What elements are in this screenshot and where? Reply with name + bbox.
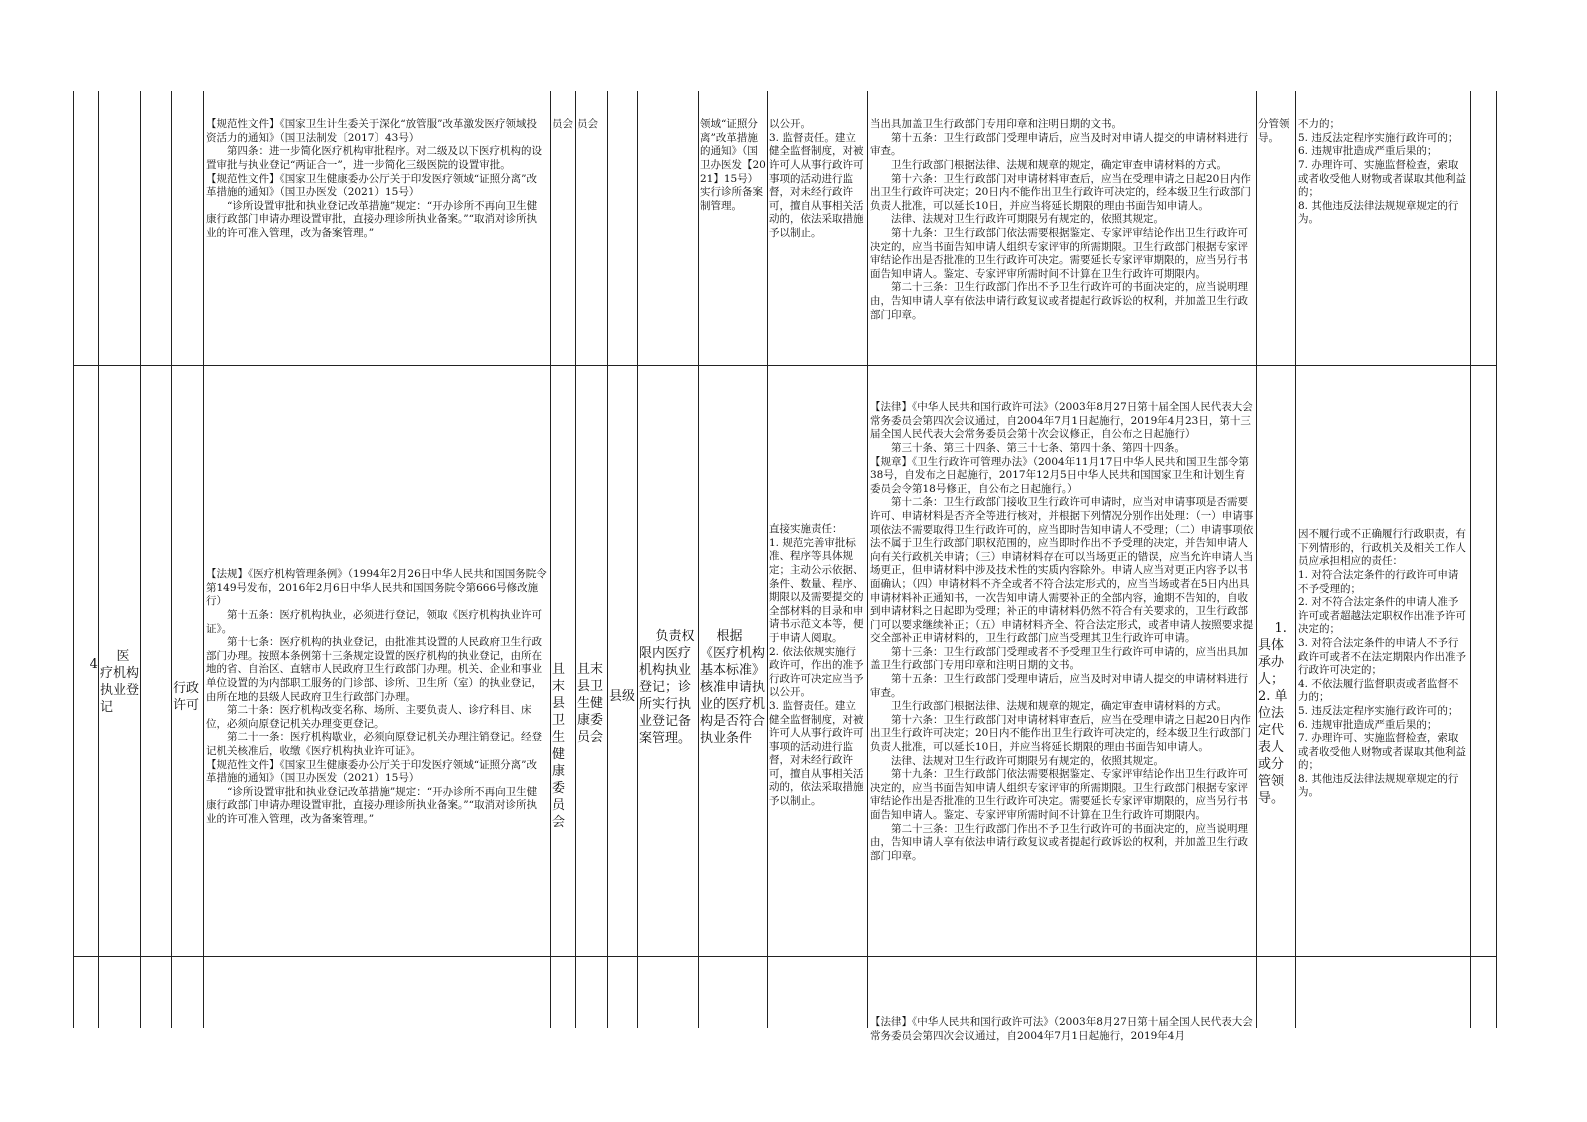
grid-line — [1496, 91, 1497, 1028]
legal-basis-cell — [206, 91, 547, 363]
grid-line — [698, 91, 699, 1028]
grid-line — [1295, 91, 1296, 1028]
duty-text: 直接实施责任： 1. 规范完善审批标准、程序等具体规定；主动公示依据、条件、数量、程序、期限以及需要提交的全部材料的目录和申请书示范文本等，便于申请人阅取。 2. 依法依规实施行政许可，作出的准予行政许可决定应当予以公开。 3. 监督责任。建立健全监督制度，对被许可人从事行政许可事项的活动进行监督，对未经行政许可，擅自从事相关活动的，依法采取措施予以制止。 — [769, 523, 864, 808]
legal-basis-text: 【法规】《医疗机构管理条例》（1994年2月26日中华人民共和国国务院令第149号发布，2016年2月6日中华人民共和国国务院令第666号修改施行） 第十五条：医疗机构执业，必须进行登记，领取《医疗机构执业许可证》。 第十七条：医疗机构的执业登记，由批准其设置的人民政府卫生行政部门办理。按照本条例第十三条规定设置的医疗机构的执业登记，由所在地的省、自治区、直辖市人民政府卫生行政部门办理。机关、企业和事业单位设置的为内部职工服务的门诊部、诊所、卫生所（室）的执业登记，由所在地的县级人民政府卫生行政部门办理。 第二十条：医疗机构改变名称、场所、主要负责人、诊疗科目、床位，必须向原登记机关办理变更登记。 第二十一条：医疗机构歇业，必须向原登记机关办理注销登记。经登记机关核准后，收缴《医疗机构执业许可证》。 【规范性文件】《国家卫生健康委办公厅关于印发医疗领域“证照分离”改革措施的通知》（国卫办医发（2021）15号） “诊所设置审批和执业登记改革措施”规定：“开办诊所不再向卫生健康行政部门申请办理设置审批，直接办理诊所执业备案。”“取消对诊所执业的许可准入管理，改为备案管理。” — [206, 568, 547, 825]
accountability-text: 因不履行或不正确履行行政职责，有下列情形的，行政机关及相关工作人员应承担相应的责任： 1. 对符合法定条件的行政许可申请不予受理的； 2. 对不符合法定条件的申请人准予许可或者超越法定职权作出准予许可决定的； 3. 对符合法定条件的申请人不予行政许可或者不在法定期限内作出准予行政许可决定的； 4. 不依法履行监督职责或者监督不力的； 5. 违反法定程序实施行政许可的； 6. 违规审批造成严重后果的； 7. 办理许可、实施监督检查，索取或者收受他人财物或者谋取其他利益的； 8. 其他违反法律法规规章规定的行为。 — [1298, 528, 1466, 799]
power-list-table — [73, 91, 1497, 1042]
row-number: 4 — [89, 657, 98, 672]
standard-text: 根据《医疗机构基本标准》核准申请执业的医疗机构是否符合执业条件 — [700, 629, 766, 746]
responsible-dept-cell — [577, 627, 606, 745]
standard-cell — [700, 611, 766, 746]
duty-text: 以公开。 3. 监督责任。建立健全监督制度，对被许可人从事行政许可事项的活动进行监督，对未经行政许可，擅自从事相关活动的，依法采取措施予以制止。 — [769, 118, 864, 239]
standard-text: 领域“证照分离”改革措施的通知》（国卫办医发【2021】15号）实行诊所备案制管理。 — [700, 118, 766, 212]
content-cell — [639, 611, 697, 746]
content-text: 负责权限内医疗机构执业登记；诊所实行执业登记备案管理。 — [639, 629, 695, 746]
grid-line — [637, 91, 638, 1028]
row-divider — [73, 365, 1497, 366]
implementing-dept-cell — [552, 627, 575, 830]
duty-basis-text: 【法律】《中华人民共和国行政许可法》（2003年8月27日第十届全国人民代表大会常务委员会第四次会议通过，自2004年7月1日起施行，2019年4月23日，第十三届全国人民代表大会常务委员会第十次会议修正，自公布之日起施行） 第三十条、第三十四条、第三十七条、第四十条、第四十四条。 【规章】《卫生行政许可管理办法》（2004年11月17日中华人民共和国卫生部令第38号，自发布之日起施行，2017年12月5日中华人民共和国国家卫生和计划生育委员会令第18号修正，自公布之日起施行。） 第十二条：卫生行政部门接收卫生行政许可申请时，应当对申请事项是否需要许可、申请材料是否齐全等进行核对，并根据下列情况分别作出处理：（一）申请事项依法不需要取得卫生行政许可的，应当即时告知申请人不受理；（二）申请事项依法不属于卫生行政部门职权范围的，应当即时作出不予受理的决定，并告知申请人向有关行政机关申请；（三）申请材料存在可以当场更正的错误，应当允许申请人当场更正，但申请材料中涉及技术性的实质内容除外。申请人应当对更正内容予以书面确认；（四）申请材料不齐全或者不符合法定形式的，应当当场或者在5日内出具申请材料补正通知书，一次告知申请人需要补正的全部内容，逾期不告知的，自收到申请材料之日起即为受理；补正的申请材料仍然不符合有关要求的，卫生行政部门可以要求继续补正；（五）申请材料齐全、符合法定形式，或者申请人按照要求提交全部补正申请材料的，卫生行政部门应当受理其卫生行政许可申请。 第十三条：卫生行政部门受理或者不予受理卫生行政许可申请的，应当出具加盖卫生行政部门专用印章和注明日期的文书。 第十五条：卫生行政部门受理申请后，应当及时对申请人提交的申请材料进行审查。 卫生行政部门根据法律、法规和规章的规定，确定审查申请材料的方式。 第十六条：卫生行政部门对申请材料审查后，应当在受理申请之日起20日内作出卫生行政许可决定；20日内不能作出卫生行政许可决定的，经本级卫生行政部门负责人批准，可以延长10日，并应当将延长期限的理由书面告知申请人。 法律、法规对卫生行政许可期限另有规定的，依照其规定。 第十九条：卫生行政部门依法需要根据鉴定、专家评审结论作出卫生行政许可决定的，应当书面告知申请人组织专家评审的所需期限。卫生行政部门根据专家评审结论作出是否批准的卫生行政许可决定。需要延长专家评审期限的，应当另行书面告知申请人。鉴定、专家评审所需时间不计算在卫生行政许可期限内。 第二十三条：卫生行政部门作出不予卫生行政许可的书面决定的，应当说明理由，告知申请人享有依法申请行政复议或者提起行政诉讼的权利，并加盖卫生行政部门印章。 — [870, 401, 1254, 862]
accountability-cell — [1298, 501, 1468, 831]
implementing-dept-cell — [552, 91, 574, 131]
level-text: 县级 — [609, 689, 636, 704]
grid-line — [550, 91, 551, 1028]
row-divider — [73, 956, 1497, 957]
grid-line — [98, 91, 99, 1028]
item-name: 医疗机构执业登记 — [100, 649, 140, 715]
item-type-cell — [173, 646, 202, 713]
grid-line — [867, 91, 868, 1028]
grid-line — [575, 91, 576, 1028]
standard-cell — [700, 91, 766, 363]
grid-line — [767, 91, 768, 1028]
duty-cell — [769, 91, 866, 363]
implementing-dept-text: 且末县卫生健康委员会 — [552, 662, 566, 830]
grid-line — [1256, 91, 1257, 1028]
duty-basis-cell — [870, 374, 1254, 952]
implementing-dept-text: 员会 — [552, 118, 573, 131]
grid-line — [203, 91, 204, 1028]
accountability-cell — [1298, 91, 1468, 363]
grid-line — [1470, 91, 1471, 1028]
responsible-subject-text: 1. 具体承办人； 2. 单位法定代表人或分管领导。 — [1258, 621, 1288, 806]
duty-basis-cell — [870, 91, 1254, 363]
duty-basis-text: 当出具加盖卫生行政部门专用印章和注明日期的文书。 第十五条：卫生行政部门受理申请后，应当及时对申请人提交的申请材料进行审查。 卫生行政部门根据法律、法规和规章的规定，确定审查申请材料的方式。 第十六条：卫生行政部门对申请材料审查后，应当在受理申请之日起20日内作出卫生行政许可决定；20日内不能作出卫生行政许可决定的，经本级卫生行政部门负责人批准，可以延长10日，并应当将延长期限的理由书面告知申请人。 法律、法规对卫生行政许可期限另有规定的，依照其规定。 第十九条：卫生行政部门依法需要根据鉴定、专家评审结论作出卫生行政许可决定的，应当书面告知申请人组织专家评审的所需期限。卫生行政部门根据专家评审结论作出是否批准的卫生行政许可决定。需要延长专家评审期限的，应当另行书面告知申请人。鉴定、专家评审所需时间不计算在卫生行政许可期限内。 第二十三条：卫生行政部门作出不予卫生行政许可的书面决定的，应当说明理由，告知申请人享有依法申请行政复议或者提起行政诉讼的权利，并加盖卫生行政部门印章。 — [870, 118, 1251, 321]
responsible-subject-cell — [1258, 603, 1294, 806]
duty-cell — [769, 496, 866, 836]
responsible-dept-text: 员会 — [577, 118, 598, 131]
duty-basis-cell — [870, 989, 1254, 1042]
item-type: 行政许可 — [173, 681, 200, 713]
responsible-subject-cell — [1258, 91, 1294, 151]
grid-line — [171, 91, 172, 1028]
responsible-dept-cell — [577, 91, 606, 131]
legal-basis-text: 【规范性文件】《国家卫生计生委关于深化“放管服”改革激发医疗领域投资活力的通知》（国卫法制发〔2017〕43号） 第四条：进一步简化医疗机构审批程序。对二级及以下医疗机构的设置审批与执业登记“两证合一”，进一步简化三级医院的设置审批。 【规范性文件】《国家卫生健康委办公厅关于印发医疗领域“证照分离”改革措施的通知》（国卫办医发（2021）15号） “诊所设置审批和执业登记改革措施”规定：“开办诊所不再向卫生健康行政部门申请办理设置审批，直接办理诊所执业备案。”“取消对诊所执业的许可准入管理，改为备案管理。” — [206, 118, 542, 239]
grid-line — [607, 91, 608, 1028]
item-name-cell — [100, 631, 140, 715]
grid-line — [73, 91, 74, 1028]
row-number-cell — [73, 639, 98, 672]
responsible-subject-text: 分管领导。 — [1258, 118, 1290, 144]
responsible-dept-text: 且末县卫生健康委员会 — [577, 662, 604, 745]
grid-line — [140, 91, 141, 1028]
accountability-text: 不力的； 5. 违反法定程序实施行政许可的； 6. 违规审批造成严重后果的； 7. 办理许可、实施监督检查，索取或者收受他人财物或者谋取其他利益的； 8. 其他违反法律法规规章规定的行为。 — [1298, 118, 1466, 226]
legal-basis-cell — [206, 541, 547, 841]
level-cell — [609, 654, 637, 704]
duty-basis-text: 【法律】《中华人民共和国行政许可法》（2003年8月27日第十届全国人民代表大会常务委员会第四次会议通过，自2004年7月1日起施行，2019年4月 — [870, 1016, 1253, 1042]
